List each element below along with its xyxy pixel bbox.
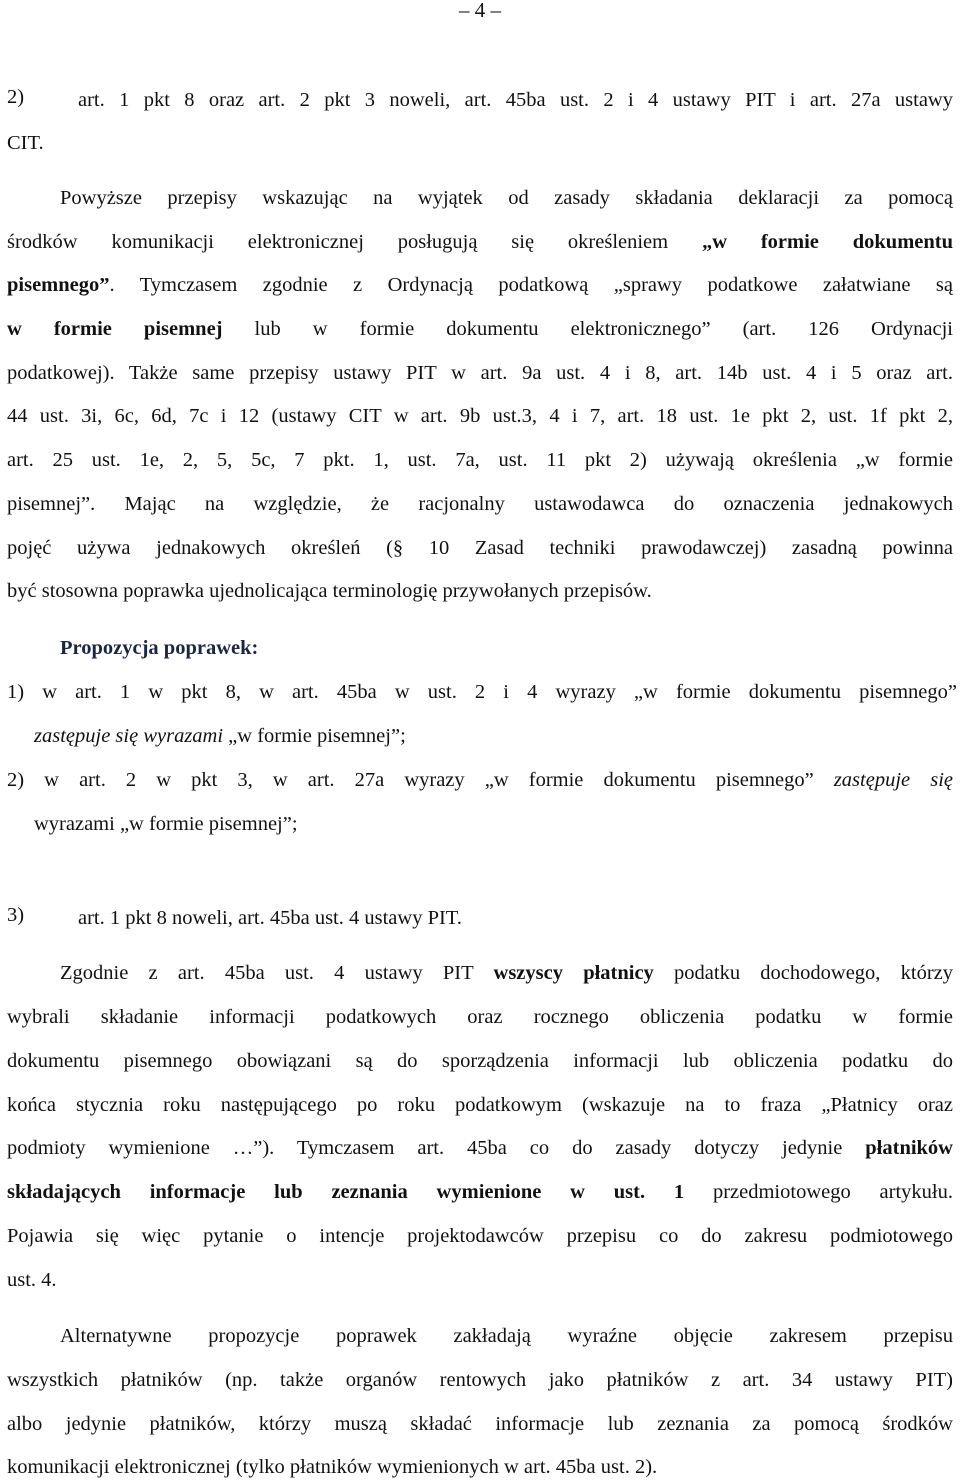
paragraph-line: Pojawia się więc pytanie o intencje projektodawców przepisu co do zakresu podmiotowego <box>7 1225 953 1247</box>
paragraph-line: komunikacji elektronicznej (tylko płatników wymienionych w art. 45ba ust. 2). <box>7 1456 658 1478</box>
paragraph-line: wszystkich płatników (np. także organów rentowych jako płatników z art. 34 ustawy PIT) <box>7 1369 953 1391</box>
paragraph-line: pisemnej”. Mając na względzie, że racjonalny ustawodawca do oznaczenia jednakowych <box>7 493 953 515</box>
amendment-2: 2) w art. 2 w pkt 3, w art. 27a wyrazy „w formie dokumentu pisemnego” zastępuje się <box>7 769 953 791</box>
paragraph-line: końca stycznia roku następującego po roku podatkowym (wskazuje na to fraza „Płatnicy oraz <box>7 1094 953 1116</box>
section-3-title: art. 1 pkt 8 noweli, art. 45ba ust. 4 ustawy PIT. <box>78 907 462 929</box>
paragraph-line: 44 ust. 3i, 6c, 6d, 7c i 12 (ustawy CIT w art. 9b ust.3, 4 i 7, art. 18 ust. 1e pkt 2, ust. 1f pkt 2, <box>7 405 953 427</box>
paragraph-line: Powyższe przepisy wskazując na wyjątek od zasady składania deklaracji za pomocą <box>60 187 953 209</box>
paragraph-line: Zgodnie z art. 45ba ust. 4 ustawy PIT wszyscy płatnicy podatku dochodowego, którzy <box>60 962 954 984</box>
paragraph-line: środków komunikacji elektronicznej posługują się określeniem „w formie dokumentu <box>7 231 954 253</box>
paragraph-line: pisemnego”. Tymczasem zgodnie z Ordynacją podatkową „sprawy podatkowe załatwiane są <box>7 274 953 296</box>
page-number: – 4 – <box>459 0 501 22</box>
proposal-heading: Propozycja poprawek: <box>60 637 259 659</box>
paragraph-line: Alternatywne propozycje poprawek zakładają wyraźne objęcie zakresem przepisu <box>60 1325 953 1347</box>
amendment-2-cont: wyrazami „w formie pisemnej”; <box>34 813 298 835</box>
paragraph-line: wybrali składanie informacji podatkowych oraz rocznego obliczenia podatku w formie <box>7 1006 953 1028</box>
section-3-number: 3) <box>7 904 25 926</box>
paragraph-line: art. 25 ust. 1e, 2, 5, 5c, 7 pkt. 1, ust. 7a, ust. 11 pkt 2) używają określenia „w formie <box>7 449 953 471</box>
paragraph-line: w formie pisemnej lub w formie dokumentu elektronicznego” (art. 126 Ordynacji <box>7 318 953 340</box>
section-2-title-cont: CIT. <box>7 132 44 154</box>
paragraph-line: podmioty wymienione …”). Tymczasem art. 45ba co do zasady dotyczy jedynie płatników <box>7 1137 953 1159</box>
paragraph-line: ust. 4. <box>7 1269 57 1291</box>
amendment-1: 1) w art. 1 w pkt 8, w art. 45ba w ust. 2 i 4 wyrazy „w formie dokumentu pisemnego” <box>7 681 957 703</box>
paragraph-line: być stosowna poprawka ujednolicająca terminologię przywołanych przepisów. <box>7 580 652 602</box>
paragraph-line: pojęć używa jednakowych określeń (§ 10 Zasad techniki prawodawczej) zasadną powinna <box>7 537 953 559</box>
paragraph-line: składających informacje lub zeznania wymienione w ust. 1 przedmiotowego artykułu. <box>7 1181 953 1203</box>
paragraph-line: dokumentu pisemnego obowiązani są do sporządzenia informacji lub obliczenia podatku do <box>7 1050 953 1072</box>
paragraph-line: albo jedynie płatników, którzy muszą składać informacje lub zeznania za pomocą środków <box>7 1413 953 1435</box>
section-2-title: art. 1 pkt 8 oraz art. 2 pkt 3 noweli, art. 45ba ust. 2 i 4 ustawy PIT i art. 27a ustawy <box>78 89 953 111</box>
paragraph-line: podatkowej). Także same przepisy ustawy PIT w art. 9a ust. 4 i 8, art. 14b ust. 4 i 5 oraz art. <box>7 362 953 384</box>
section-2-number: 2) <box>7 86 25 108</box>
amendment-1-cont: zastępuje się wyrazami „w formie pisemnej”; <box>34 725 406 747</box>
